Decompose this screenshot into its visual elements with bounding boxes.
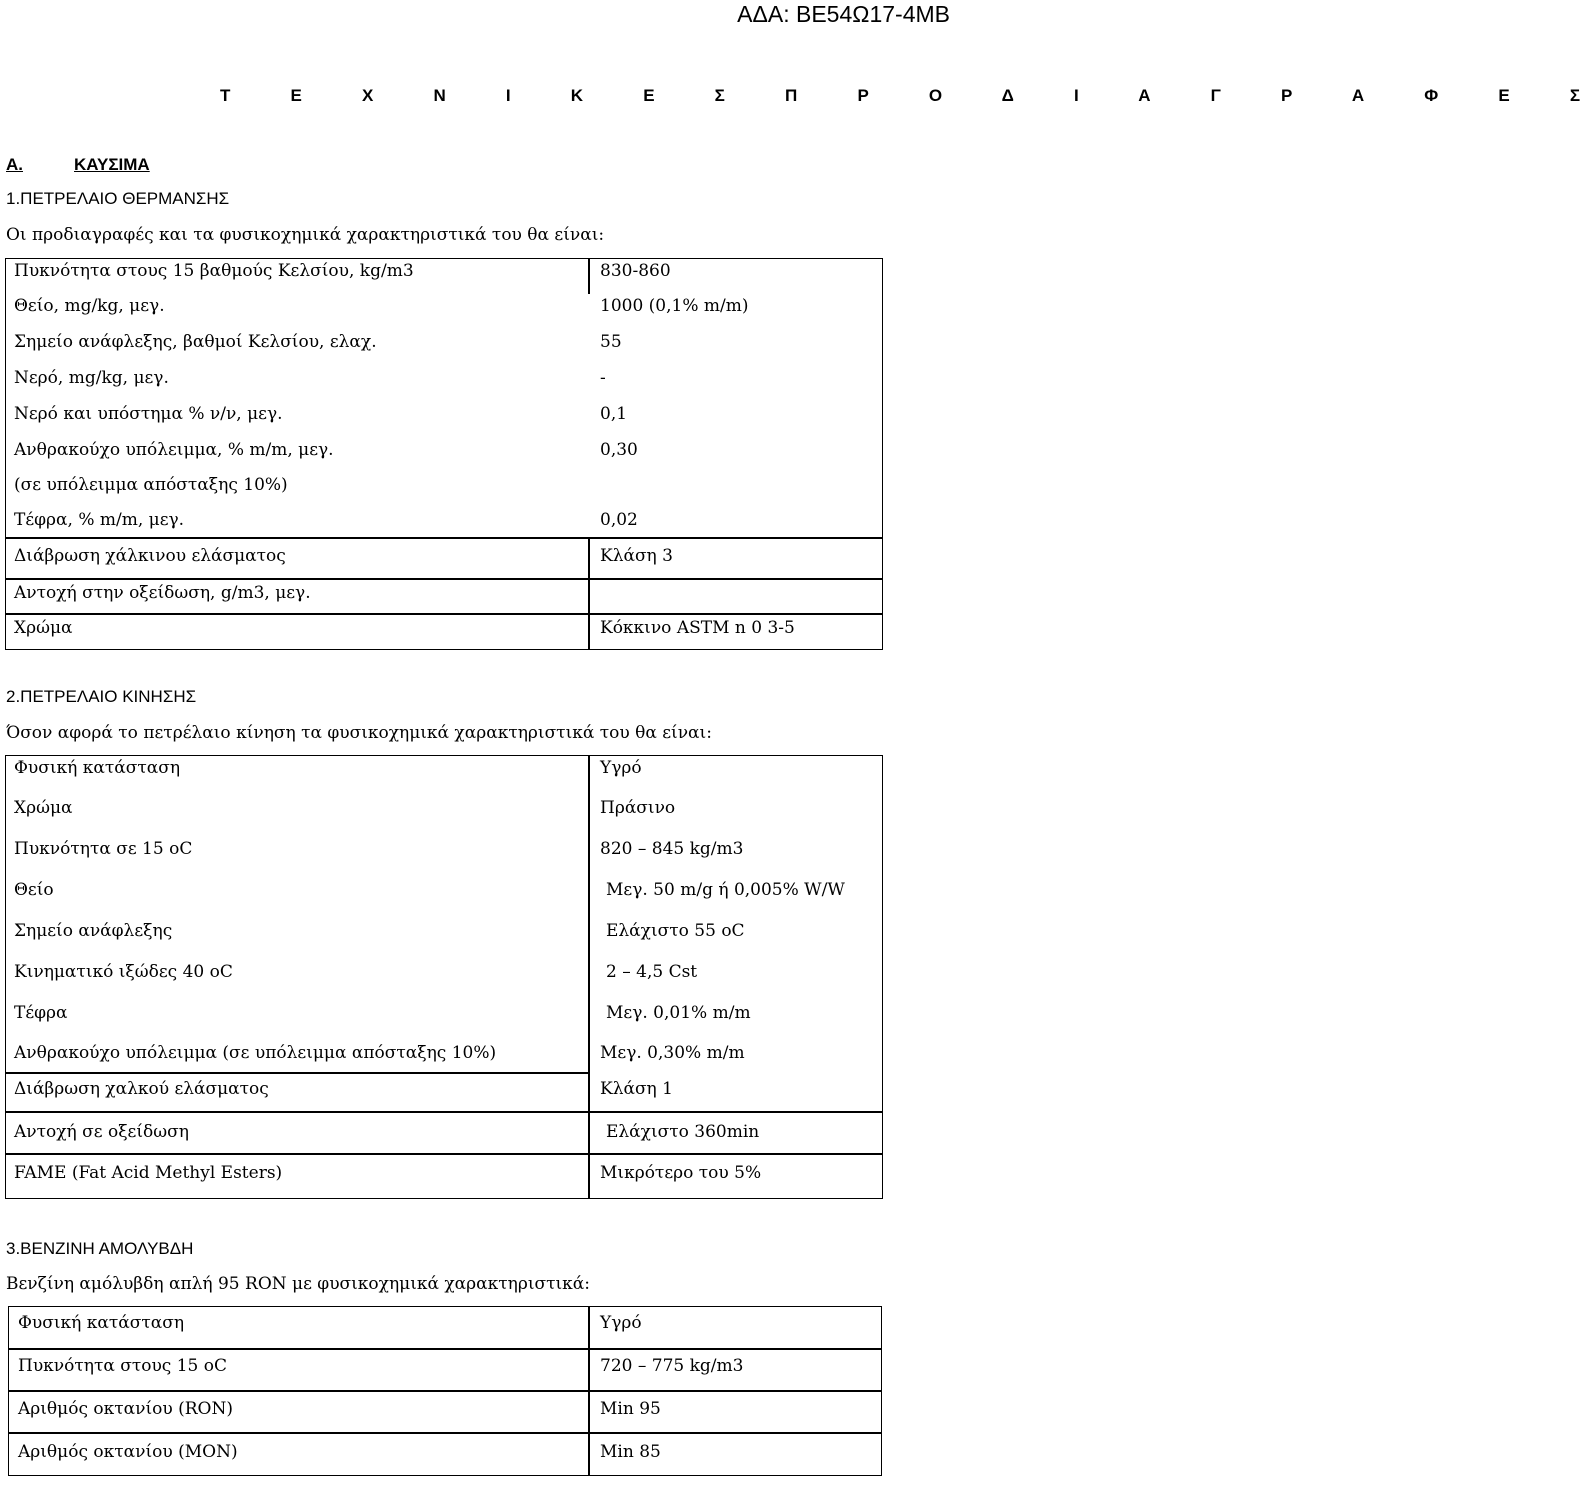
heating-oil-label-sub: (σε υπόλειμμα απόσταξης 10%) <box>14 475 288 495</box>
heating-oil-label: Αντοχή στην οξείδωση, g/m3, μεγ. <box>14 583 311 603</box>
diesel-value: 820 – 845 kg/m3 <box>600 839 744 859</box>
heating-oil-label: Διάβρωση χάλκινου ελάσματος <box>14 546 286 566</box>
petrol-heading: 3.ΒΕΝΖΙΝΗ ΑΜΟΛΥΒΔΗ <box>6 1239 194 1258</box>
heating-oil-value: 1000 (0,1% m/m) <box>600 296 749 316</box>
diesel-value: Υγρό <box>600 758 642 778</box>
diesel-value: Κλάση 1 <box>600 1079 673 1099</box>
diesel-intro: Όσον αφορά το πετρέλαιο κίνηση τα φυσικοχημικά χαρακτηριστικά του θα είναι: <box>6 723 712 743</box>
diesel-value: Ελάχιστο 360min <box>606 1122 760 1142</box>
diesel-value: Μεγ. 0,01% m/m <box>606 1003 751 1023</box>
diesel-value: Μεγ. 0,30% m/m <box>600 1043 745 1063</box>
page-title: Τ Ε Χ Ν Ι Κ Ε Σ Π Ρ Ο Δ Ι Α Γ Ρ Α Φ Ε Σ <box>220 86 1586 105</box>
heating-oil-value: 0,02 <box>600 510 638 530</box>
diesel-label: Χρώμα <box>14 798 73 818</box>
heating-oil-heading: 1.ΠΕΤΡΕΛΑΙΟ ΘΕΡΜΑΝΣΗΣ <box>6 189 230 208</box>
ada-code: ΑΔΑ: ΒΕ54Ω17-4ΜΒ <box>737 1 950 27</box>
diesel-label: Αντοχή σε οξείδωση <box>14 1122 189 1142</box>
diesel-heading: 2.ΠΕΤΡΕΛΑΙΟ ΚΙΝΗΣΗΣ <box>6 687 197 706</box>
diesel-label: FAME (Fat Acid Methyl Esters) <box>14 1163 283 1183</box>
heating-oil-value: - <box>600 368 606 388</box>
diesel-value: Μικρότερο του 5% <box>600 1163 762 1183</box>
diesel-value: Μεγ. 50 m/g ή 0,005% W/W <box>606 880 845 900</box>
heating-oil-label: Πυκνότητα στους 15 βαθμούς Κελσίου, kg/m3 <box>14 261 414 281</box>
diesel-value: Ελάχιστο 55 oC <box>606 921 745 941</box>
heating-oil-value: Κόκκινο ASTM n 0 3-5 <box>600 618 795 638</box>
heating-oil-label: Νερό και υπόστημα % ν/ν, μεγ. <box>14 404 283 424</box>
diesel-label: Κινηματικό ιξώδες 40 oC <box>14 962 233 982</box>
heating-oil-label: Τέφρα, % m/m, μεγ. <box>14 510 185 530</box>
heating-oil-intro: Οι προδιαγραφές και τα φυσικοχημικά χαρακτηριστικά του θα είναι: <box>6 225 605 245</box>
petrol-value: Min 95 <box>600 1399 661 1419</box>
heating-oil-label: Σημείο ανάφλεξης, βαθμοί Κελσίου, ελαχ. <box>14 332 377 352</box>
heating-oil-label: Νερό, mg/kg, μεγ. <box>14 368 169 388</box>
petrol-label: Πυκνότητα στους 15 oC <box>18 1356 228 1376</box>
heating-oil-value: 55 <box>600 332 622 352</box>
heating-oil-label: Θείο, mg/kg, μεγ. <box>14 296 165 316</box>
diesel-value: Πράσινο <box>600 798 676 818</box>
diesel-label: Πυκνότητα σε 15 oC <box>14 839 193 859</box>
heating-oil-value: 0,1 <box>600 404 628 424</box>
petrol-label: Αριθμός οκτανίου (MON) <box>18 1442 238 1462</box>
section-name: ΚΑΥΣΙΜΑ <box>74 155 150 174</box>
petrol-intro: Βενζίνη αμόλυβδη απλή 95 RON με φυσικοχημικά χαρακτηριστικά: <box>6 1274 591 1294</box>
petrol-value: Min 85 <box>600 1442 661 1462</box>
heating-oil-value: 0,30 <box>600 440 638 460</box>
section-letter: Α. <box>6 155 23 174</box>
petrol-value: Υγρό <box>600 1313 642 1333</box>
heating-oil-label: Ανθρακούχο υπόλειμμα, % m/m, μεγ. <box>14 440 334 460</box>
heating-oil-value: 830-860 <box>600 261 671 281</box>
heating-oil-label: Χρώμα <box>14 618 73 638</box>
diesel-label: Διάβρωση χαλκού ελάσματος <box>14 1079 269 1099</box>
petrol-value: 720 – 775 kg/m3 <box>600 1356 744 1376</box>
diesel-label: Φυσική κατάσταση <box>14 758 181 778</box>
heating-oil-value: Κλάση 3 <box>600 546 673 566</box>
petrol-label: Φυσική κατάσταση <box>18 1313 185 1333</box>
diesel-value: 2 – 4,5 Cst <box>606 962 698 982</box>
diesel-label: Θείο <box>14 880 54 900</box>
diesel-label: Σημείο ανάφλεξης <box>14 921 173 941</box>
diesel-label: Ανθρακούχο υπόλειμμα (σε υπόλειμμα απόσταξης 10%) <box>14 1043 497 1063</box>
diesel-label: Τέφρα <box>14 1003 68 1023</box>
petrol-label: Αριθμός οκτανίου (RON) <box>18 1399 233 1419</box>
